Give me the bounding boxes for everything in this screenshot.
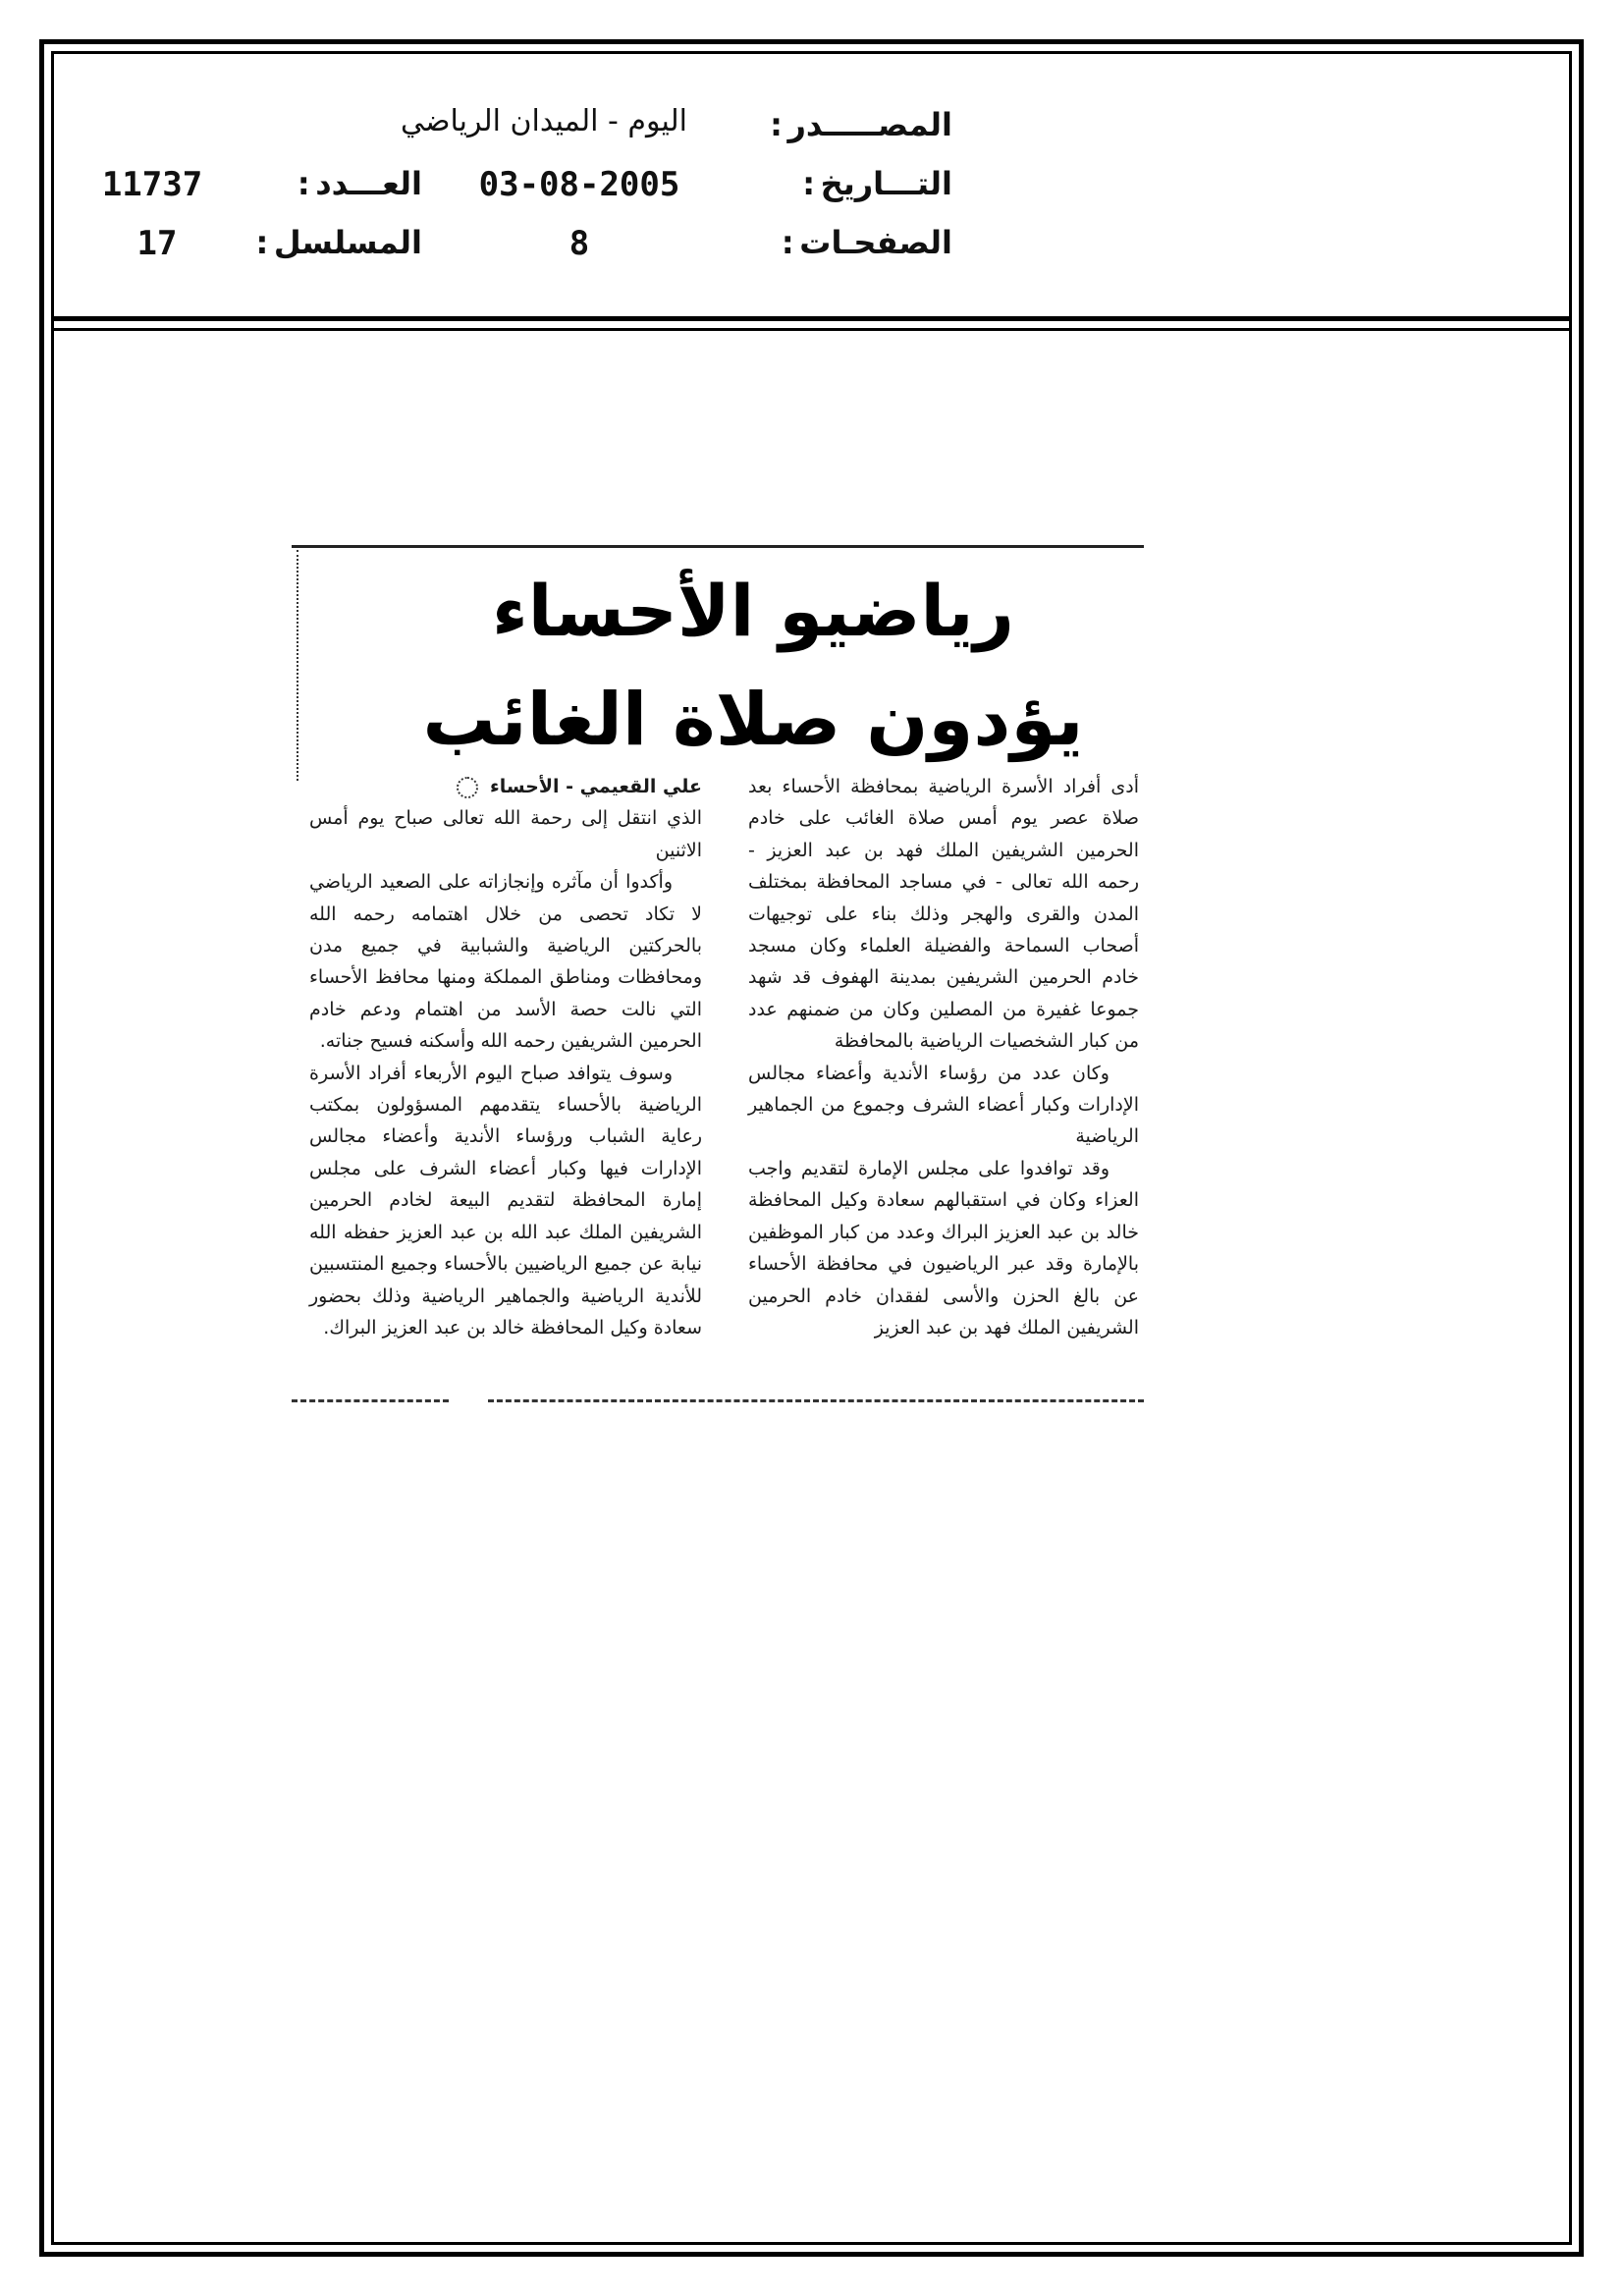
issue-colon: :: [297, 165, 310, 202]
date-label-row: [785, 165, 952, 202]
article-paragraph: وكان عدد من رؤساء الأندية وأعضاء مجالس الإدارات وكبار أعضاء الشرف وجموع من الجماهير الرياضية: [748, 1062, 1139, 1148]
source-label: المصـــــدر: [787, 106, 952, 143]
byline-row: [309, 771, 702, 802]
newspaper-clipping: [292, 545, 1144, 1414]
issue-label: العـــدد: [315, 165, 422, 202]
pages-colon: :: [781, 224, 794, 261]
pages-label: الصفحـات: [799, 224, 952, 261]
article-paragraph: أدى أفراد الأسرة الرياضية بمحافظة الأحساء بعد صلاة عصر يوم أمس صلاة الغائب على خادم الحرمين الشريفين الملك فهد بن عبد العزيز - رحمه الله تعالى - في مساجد المحافظة بمختلف المدن والقرى والهجر وذلك بناء على توجيهات أصحاب السماحة والفضيلة العلماء وكان مسجد خادم الحرمين الشريفين بمدينة الهفوف قد شهد جموعا غفيرة من المصلين وكان من ضمنهم عدد من كبار الشخصيات الرياضية بالمحافظة: [748, 776, 1139, 1053]
author-icon: [457, 777, 478, 798]
byline: علي القعيمي - الأحساء: [490, 776, 702, 797]
issue-label-row: [255, 165, 422, 202]
article-paragraph: وأكدوا أن مآثره وإنجازاته على الصعيد الرياضي لا تكاد تحصى من خلال اهتمامه رحمه الله بالحركتين الرياضية والشبابية في جميع مدن ومحافظات ومناطق المملكة ومنها محافظ الأحساء التي نالت حصة الأسد من اهتمام ودعم خادم الحرمين الشريفين رحمه الله وأسكنه فسيح جناته.: [309, 871, 702, 1053]
clipping-left-border: [297, 550, 298, 781]
headline-line-1: رياضيو الأحساء: [492, 570, 1014, 652]
pages-label-row: [781, 224, 952, 261]
article-paragraph: وسوف يتوافد صباح اليوم الأربعاء أفراد الأسرة الرياضية بالأحساء يتقدمهم المسؤولون بمكتب رعاية الشباب ورؤساء الأندية وأعضاء مجالس الإدارات فيها وكبار أعضاء الشرف على مجلس إمارة المحافظة لتقديم البيعة لخادم الحرمين الشريفين الملك عبد الله بن عبد العزيز حفظه الله نيابة عن جميع الرياضيين بالأحساء وجميع المنتسبين للأندية الرياضية والجماهير الرياضية وذلك بحضور سعادة وكيل المحافظة خالد بن عبد العزيز البراك.: [309, 1062, 702, 1339]
clipping-bottom-border: [292, 1399, 449, 1402]
date-value: 03-08-2005: [478, 165, 680, 204]
serial-value: 17: [136, 224, 178, 263]
source-value: اليوم - الميدان الرياضي: [400, 104, 687, 138]
article-column-right: [748, 771, 1139, 1343]
date-label: التـــاريخ: [820, 165, 952, 202]
date-colon: :: [802, 165, 816, 202]
headline-line-2: يؤدون صلاة الغائب: [422, 678, 1084, 762]
serial-colon: :: [255, 224, 269, 261]
clipping-top-border: [292, 545, 1144, 548]
source-label-row: [770, 106, 952, 143]
serial-label: المسلسل: [273, 224, 422, 261]
article-paragraph: الذي انتقل إلى رحمة الله تعالى صباح يوم أمس الاثنين: [309, 807, 702, 861]
header-divider-inner: [51, 328, 1572, 331]
source-colon: :: [770, 106, 783, 143]
article-column-left: [309, 771, 702, 1343]
article-paragraph: وقد توافدوا على مجلس الإمارة لتقديم واجب العزاء وكان في استقبالهم سعادة وكيل المحافظة خالد بن عبد العزيز البراك وعدد من كبار الموظفين بالإمارة وقد عبر الرياضيون في محافظة الأحساء عن بالغ الحزن والأسى لفقدان خادم الحرمين الشريفين الملك فهد بن عبد العزيز: [748, 1157, 1139, 1339]
header-divider: [51, 316, 1572, 321]
serial-label-row: [255, 224, 422, 261]
clipping-bottom-border-right: [488, 1399, 1144, 1402]
issue-value: 11737: [101, 165, 203, 204]
pages-value: 8: [568, 224, 590, 263]
